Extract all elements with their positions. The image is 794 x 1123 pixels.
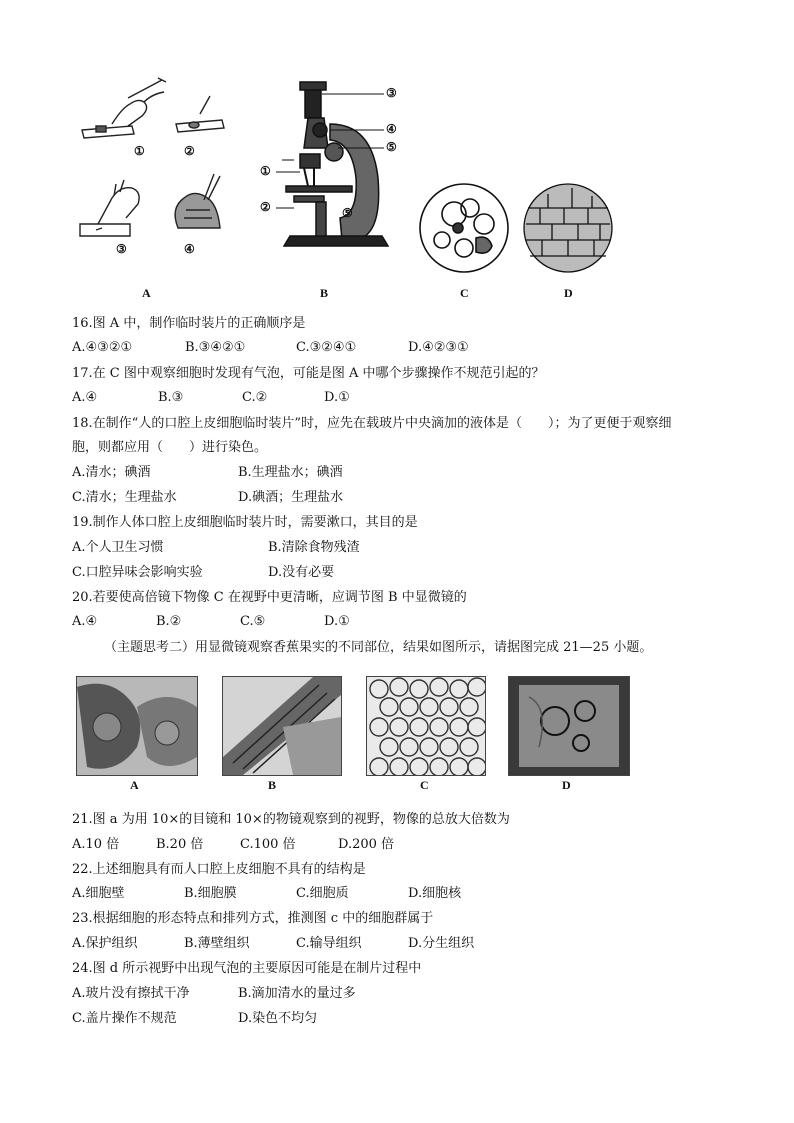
figure-label-d: D — [564, 286, 573, 300]
microscope-part-2: ② — [260, 200, 271, 214]
microscope-part-1: ① — [260, 164, 271, 178]
step-label-3: ③ — [116, 242, 127, 256]
option-d: D.④②③① — [408, 340, 469, 355]
option-b: B.② — [156, 614, 182, 629]
question-17-options — [72, 390, 732, 406]
photo-c — [366, 676, 486, 776]
question-19: 19.制作人体口腔上皮细胞临时装片时，需要漱口，其目的是 — [72, 515, 418, 530]
question-24-options-row2 — [72, 1011, 732, 1027]
question-18-options-row1 — [72, 465, 732, 481]
option-b: B.滴加清水的量过多 — [238, 986, 356, 1001]
question-21: 21.图 a 为用 10×的目镜和 10×的物镜观察到的视野，物像的总放大倍数为 — [72, 812, 510, 827]
option-c: C.输导组织 — [296, 936, 362, 951]
question-22-options — [72, 886, 732, 902]
microscope-part-5: ⑤ — [386, 140, 397, 154]
option-a: A.个人卫生习惯 — [72, 540, 164, 555]
option-a: A.10 倍 — [72, 837, 120, 852]
microscope-illustration — [282, 82, 388, 246]
option-d: D.没有必要 — [268, 565, 335, 580]
option-d: D.分生组织 — [408, 936, 475, 951]
figure-label-b: B — [320, 286, 329, 300]
option-b: B.20 倍 — [156, 837, 204, 852]
step-1-illustration — [82, 78, 166, 138]
option-c: C.口腔异味会影响实验 — [72, 565, 203, 580]
photo-b — [222, 676, 342, 776]
option-c: C.细胞质 — [296, 886, 349, 901]
option-c: C.100 倍 — [240, 837, 296, 852]
question-16: 16.图 A 中，制作临时装片的正确顺序是 — [72, 316, 306, 331]
photo-d — [508, 676, 630, 776]
option-c: C.⑤ — [240, 614, 266, 629]
option-d: D.200 倍 — [338, 837, 395, 852]
photo-label-c: C — [420, 778, 429, 792]
microscope-part-4: ④ — [386, 122, 397, 136]
question-18: 18.在制作“人的口腔上皮细胞临时装片”时，应先在载玻片中央滴加的液体是（ ）；为了更便于观察细 — [72, 416, 672, 431]
theme-2-intro: （主题思考二）用显微镜观察香蕉果实的不同部位，结果如图所示，请据图完成 21—25 小题。 — [104, 640, 653, 655]
question-18-options-row2 — [72, 490, 732, 506]
option-d: D.细胞核 — [408, 886, 462, 901]
step-label-4: ④ — [184, 242, 195, 256]
microscope-part-5b: ⑤ — [342, 206, 353, 220]
option-a: A.细胞壁 — [72, 886, 125, 901]
option-a: A.④③②① — [72, 340, 133, 355]
question-23-options — [72, 936, 732, 952]
question-20-options — [72, 614, 732, 630]
question-18-cont: 胞，则都应用（ ）进行染色。 — [72, 440, 268, 455]
option-c: C.清水；生理盐水 — [72, 490, 177, 505]
option-b: B.③ — [158, 390, 184, 405]
option-a: A.清水；碘酒 — [72, 465, 151, 480]
option-d: D.① — [324, 390, 350, 405]
question-21-options — [72, 837, 732, 853]
question-19-options-row2 — [72, 565, 732, 581]
option-b: B.细胞膜 — [184, 886, 237, 901]
question-24: 24.图 d 所示视野中出现气泡的主要原因可能是在制片过程中 — [72, 961, 422, 976]
question-17: 17.在 C 图中观察细胞时发现有气泡，可能是图 A 中哪个步骤操作不规范引起的？ — [72, 366, 545, 381]
option-b: B.③④②① — [185, 340, 246, 355]
option-a: A.④ — [72, 390, 98, 405]
option-d: D.染色不均匀 — [238, 1011, 318, 1026]
question-20: 20.若要使高倍镜下物像 C 在视野中更清晰，应调节图 B 中显微镜的 — [72, 590, 467, 605]
cell-view-d — [524, 184, 612, 272]
cell-view-c — [420, 184, 508, 272]
option-c: C.③②④① — [296, 340, 357, 355]
step-3-illustration — [80, 180, 139, 236]
option-b: B.生理盐水；碘酒 — [238, 465, 343, 480]
option-b: B.薄壁组织 — [184, 936, 250, 951]
option-d: D.① — [324, 614, 350, 629]
question-23: 23.根据细胞的形态特点和排列方式，推测图 c 中的细胞群属于 — [72, 911, 434, 926]
option-d: D.碘酒；生理盐水 — [238, 490, 344, 505]
photo-label-a: A — [130, 778, 139, 792]
question-22: 22.上述细胞具有而人口腔上皮细胞不具有的结构是 — [72, 862, 366, 877]
option-b: B.清除食物残渣 — [268, 540, 360, 555]
option-c: C.盖片操作不规范 — [72, 1011, 177, 1026]
photo-a — [76, 676, 198, 776]
figure-1-drawing — [72, 68, 632, 308]
option-c: C.② — [242, 390, 268, 405]
step-2-illustration — [176, 96, 224, 132]
question-16-options — [72, 340, 732, 356]
step-label-1: ① — [134, 144, 145, 158]
step-label-2: ② — [184, 144, 195, 158]
figure-1 — [72, 68, 632, 308]
figure-label-c: C — [460, 286, 469, 300]
photo-label-b: B — [268, 778, 277, 792]
figure-label-a: A — [142, 286, 151, 300]
question-19-options-row1 — [72, 540, 732, 556]
photo-label-d: D — [562, 778, 571, 792]
question-24-options-row1 — [72, 986, 732, 1002]
step-4-illustration — [175, 174, 220, 228]
option-a: A.玻片没有擦拭干净 — [72, 986, 190, 1001]
option-a: A.保护组织 — [72, 936, 138, 951]
option-a: A.④ — [72, 614, 98, 629]
microscope-part-3: ③ — [386, 86, 397, 100]
